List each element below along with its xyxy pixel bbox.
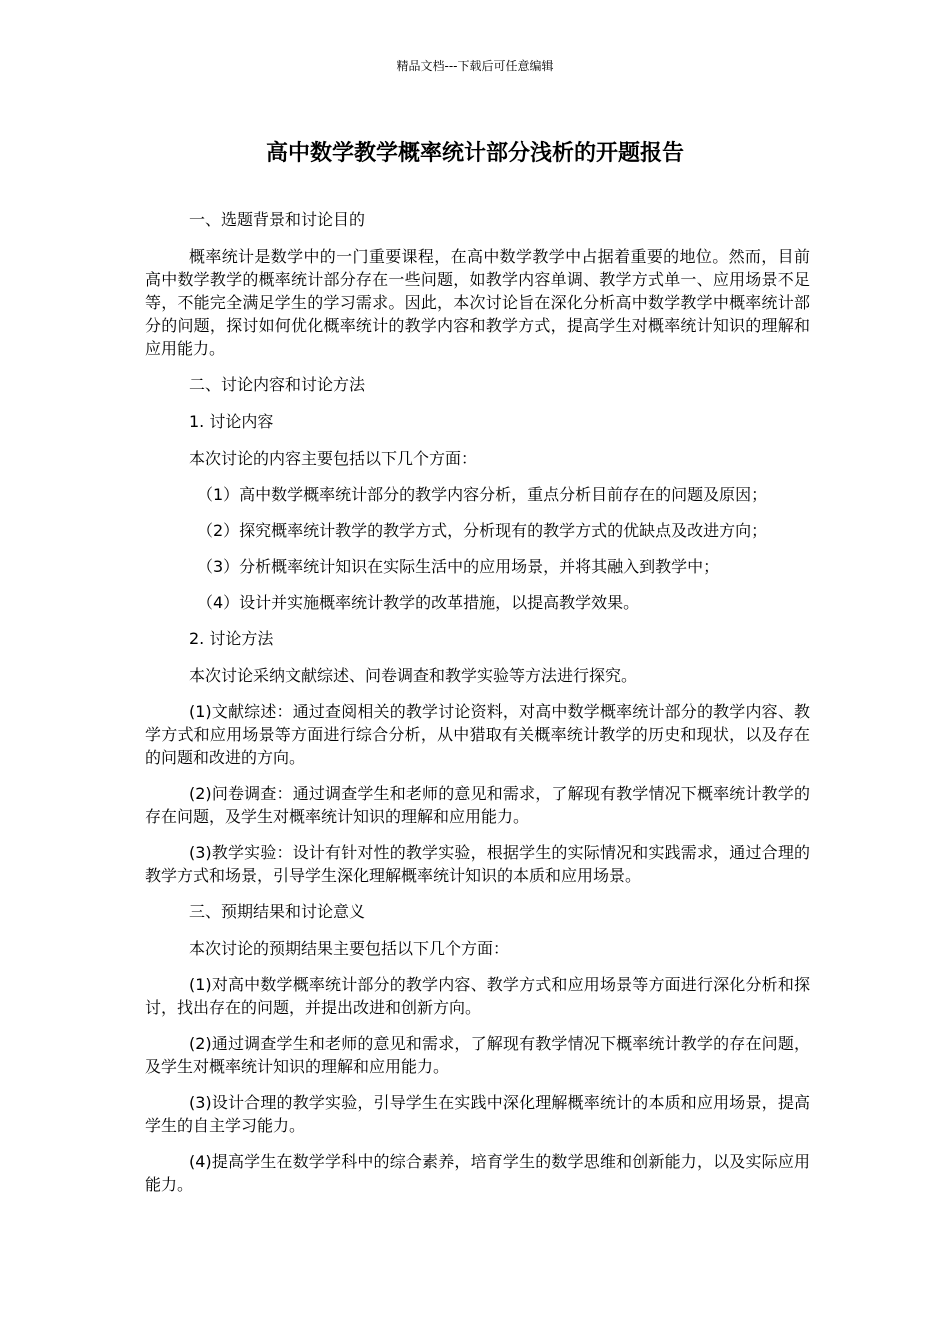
section-heading-2: 二、讨论内容和讨论方法 bbox=[189, 375, 366, 394]
paragraph: (3)设计合理的教学实验，引导学生在实践中深化理解概率统计的本质和应用场景，提高学生的自主学习能力。 bbox=[145, 1093, 810, 1135]
paragraph: (2)通过调查学生和老师的意见和需求，了解现有教学情况下概率统计教学的存在问题，及学生对概率统计知识的理解和应用能力。 bbox=[145, 1034, 810, 1076]
paragraph: (3)教学实验：设计有针对性的教学实验，根据学生的实际情况和实践需求，通过合理的教学方式和场景，引导学生深化理解概率统计知识的本质和应用场景。 bbox=[145, 843, 810, 885]
header-note: 精品文档---下载后可任意编辑 bbox=[396, 59, 554, 73]
subheading-research-content: 1. 讨论内容 bbox=[189, 412, 274, 431]
paragraph: (4)提高学生在数学学科中的综合素养，培育学生的数学思维和创新能力，以及实际应用能力。 bbox=[145, 1152, 810, 1194]
list-item: （1）高中数学概率统计部分的教学内容分析，重点分析目前存在的问题及原因； bbox=[197, 485, 768, 504]
document-body bbox=[145, 208, 810, 1209]
paragraph: (1)对高中数学概率统计部分的教学内容、教学方式和应用场景等方面进行深化分析和探讨，找出存在的问题，并提出改进和创新方向。 bbox=[145, 975, 810, 1017]
paragraph: 本次讨论的预期结果主要包括以下几个方面： bbox=[189, 939, 510, 958]
list-item: （2）探究概率统计教学的教学方式，分析现有的教学方式的优缺点及改进方向； bbox=[197, 521, 768, 540]
paragraph: 概率统计是数学中的一门重要课程，在高中数学教学中占据着重要的地位。然而，目前高中数学教学的概率统计部分存在一些问题，如教学内容单调、教学方式单一、应用场景不足等，不能完全满足学生的学习需求。因此，本次讨论旨在深化分析高中数学教学中概率统计部分的问题，探讨如何优化概率统计的教学内容和教学方式，提高学生对概率统计知识的理解和应用能力。 bbox=[145, 247, 810, 358]
list-item: （3）分析概率统计知识在实际生活中的应用场景，并将其融入到教学中； bbox=[197, 557, 720, 576]
page-title: 高中数学教学概率统计部分浅析的开题报告 bbox=[265, 141, 684, 166]
section-heading-1: 一、选题背景和讨论目的 bbox=[189, 210, 366, 229]
paragraph: 本次讨论采纳文献综述、问卷调查和教学实验等方法进行探究。 bbox=[189, 666, 638, 685]
paragraph: 本次讨论的内容主要包括以下几个方面： bbox=[189, 449, 478, 468]
paragraph: (2)问卷调查：通过调查学生和老师的意见和需求，了解现有教学情况下概率统计教学的存在问题，及学生对概率统计知识的理解和应用能力。 bbox=[145, 784, 810, 826]
section-heading-3: 三、预期结果和讨论意义 bbox=[189, 902, 366, 921]
paragraph: (1)文献综述：通过查阅相关的教学讨论资料，对高中数学概率统计部分的教学内容、教学方式和应用场景等方面进行综合分析，从中猎取有关概率统计教学的历史和现状，以及存在的问题和改进的方向。 bbox=[145, 702, 810, 767]
list-item: （4）设计并实施概率统计教学的改革措施，以提高教学效果。 bbox=[197, 593, 640, 612]
subheading-research-method: 2. 讨论方法 bbox=[189, 629, 274, 648]
